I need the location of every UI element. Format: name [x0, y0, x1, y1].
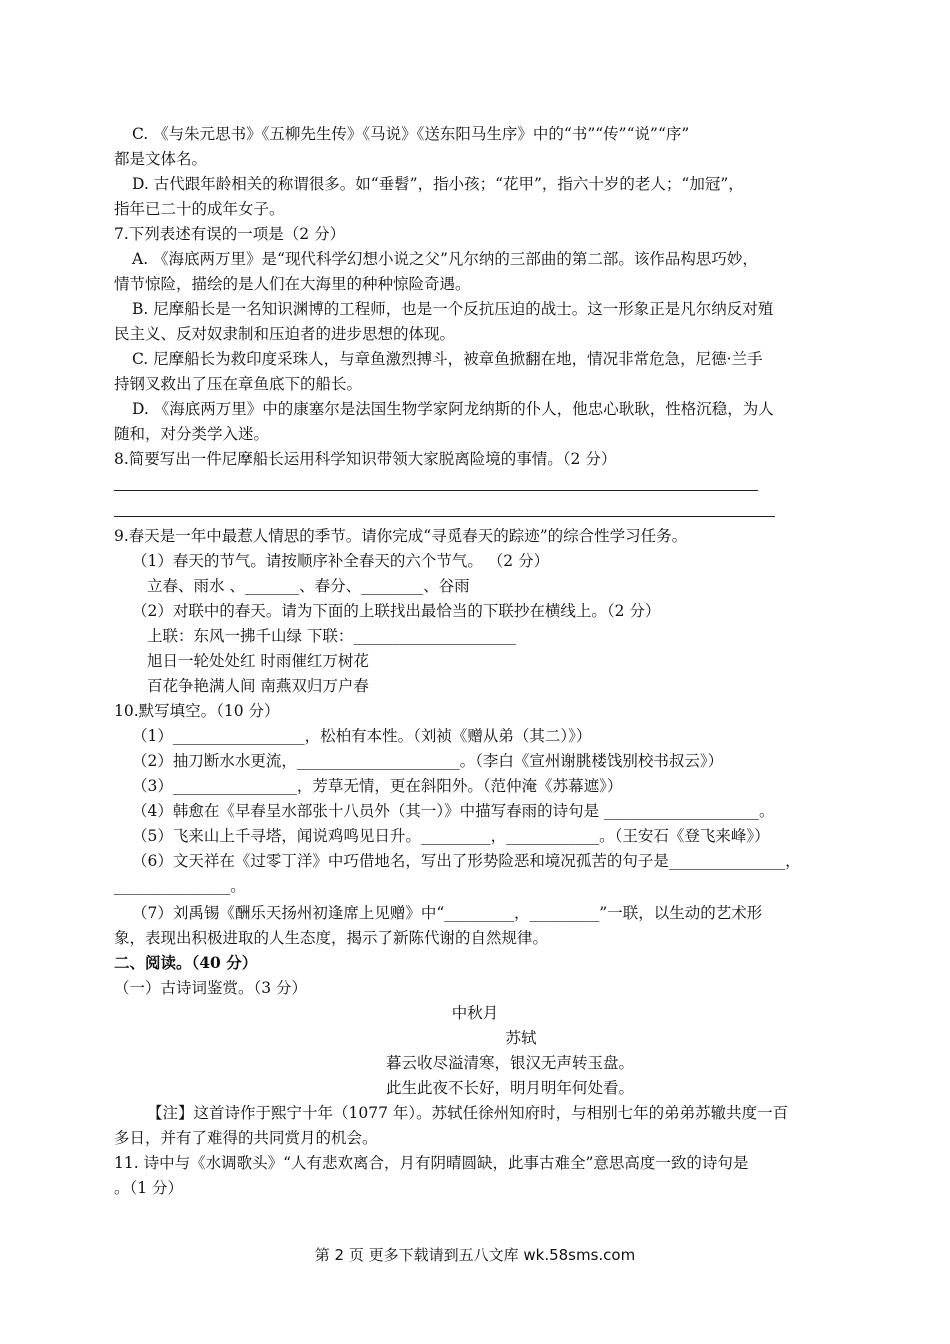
question-9: 9.春天是一年中最惹人情思的季节。请你完成“寻觅春天的踪迹”的综合性学习任务。 — [114, 527, 688, 545]
text-line: （2）抽刀断水水更流，_____________________。（李白《宣州谢朓楼饯别校书叔云》） — [132, 752, 724, 770]
question-8: 8.简要写出一件尼摩船长运用科学知识带领大家脱离险境的事情。（2 分） — [114, 450, 617, 468]
text-line: （7）刘禹锡《酬乐天扬州初逢席上见赠》中“_________，_________”一联，以生动的艺术形 — [132, 904, 763, 922]
poem-note: 【注】这首诗作于熙宁十年（1077 年）。苏轼任徐州知府时，与相别七年的弟弟苏辙共度一百 — [147, 1104, 789, 1122]
text-line: 多日，并有了难得的共同赏月的机会。 — [114, 1129, 378, 1147]
text-line: 都是文体名。 — [114, 150, 208, 168]
question-10: 10.默写填空。（10 分） — [114, 702, 280, 720]
page-footer: 第 2 页 更多下载请到五八文库 wk.58sms.com — [314, 1246, 636, 1264]
text-line: D. 古代跟年龄相关的称谓很多。如“垂髫”，指小孩；“花甲”，指六十岁的老人；“加冠”， — [132, 175, 744, 193]
text-line: （2）对联中的春天。请为下面的上联找出最恰当的下联抄在横线上。（2 分） — [132, 602, 661, 620]
text-line: A. 《海底两万里》是“现代科学幻想小说之父”凡尔纳的三部曲的第二部。该作品构思巧妙， — [132, 250, 758, 268]
text-line: C. 《与朱元思书》《五柳先生传》《马说》《送东阳马生序》中的“书”“传”“说”“序” — [132, 125, 690, 143]
text-line: _______________。 — [114, 877, 246, 895]
text-line: 民主义、反对奴隶制和压迫者的进步思想的体现。 — [114, 325, 456, 343]
text-line: C. 尼摩船长为救印度采珠人，与章鱼激烈搏斗，被章鱼掀翻在地，情况非常危急，尼德·兰手 — [132, 350, 763, 368]
poem-author: 苏轼 — [505, 1029, 537, 1047]
poem-line: 暮云收尽溢清寒，银汉无声转玉盘。 — [385, 1054, 634, 1072]
text-line: （3）________________，芳草无情，更在斜阳外。（范仲淹《苏幕遮》） — [132, 777, 623, 795]
text-line: 旭日一轮处处红 时雨催红万树花 — [147, 652, 369, 670]
poem-title: 中秋月 — [451, 1004, 499, 1022]
subsection-heading: （一）古诗词鉴赏。（3 分） — [114, 979, 308, 997]
poem-line: 此生此夜不长好，明月明年何处看。 — [385, 1079, 634, 1097]
text-line: （4）韩愈在《早春呈水部张十八员外（其一）》中描写春雨的诗句是 ____________________。 — [132, 802, 775, 820]
text-line: 立春、雨水 、_______、春分、________、谷雨 — [147, 577, 470, 595]
text-line: 持钢叉救出了压在章鱼底下的船长。 — [114, 375, 363, 393]
answer-line — [114, 490, 758, 491]
text-line: （1）春天的节气。请按顺序补全春天的六个节气。 （2 分） — [132, 552, 550, 570]
text-line: 百花争艳满人间 南燕双归万户春 — [147, 677, 369, 695]
answer-line — [114, 516, 775, 517]
text-line: B. 尼摩船长是一名知识渊博的工程师，也是一个反抗压迫的战士。这一形象正是凡尔纳反对殖 — [132, 300, 774, 318]
text-line: （1）_________________，松柏有本性。（刘祯《赠从弟（其二）》） — [132, 727, 592, 745]
text-line: 指年已二十的成年女子。 — [114, 200, 285, 218]
question-7: 7.下列表述有误的一项是（2 分） — [114, 225, 346, 243]
text-line: 情节惊险，描绘的是人们在大海里的种种惊险奇遇。 — [114, 275, 471, 293]
text-line: （5）飞来山上千寻塔，闻说鸡鸣见日升。_________，____________。（王安石《登飞来峰》） — [132, 827, 770, 845]
section-heading: 二、阅读。（40 分） — [114, 953, 258, 972]
text-line: （6）文天祥在《过零丁洋》中巧借地名，写出了形势险恶和境况孤苦的句子是_______________， — [132, 852, 801, 870]
text-line: 随和，对分类学入迷。 — [114, 425, 270, 443]
text-line: 象，表现出积极进取的人生态度，揭示了新陈代谢的自然规律。 — [114, 929, 549, 947]
text-line: 。（1 分） — [114, 1179, 184, 1197]
text-line: 上联：东风一拂千山绿 下联：_____________________ — [147, 627, 517, 645]
text-line: D. 《海底两万里》中的康塞尔是法国生物学家阿龙纳斯的仆人，他忠心耿耿，性格沉稳，为人 — [132, 400, 774, 418]
question-11: 11. 诗中与《水调歌头》“人有悲欢离合，月有阴晴圆缺，此事古难全”意思高度一致的诗句是 — [114, 1154, 749, 1172]
